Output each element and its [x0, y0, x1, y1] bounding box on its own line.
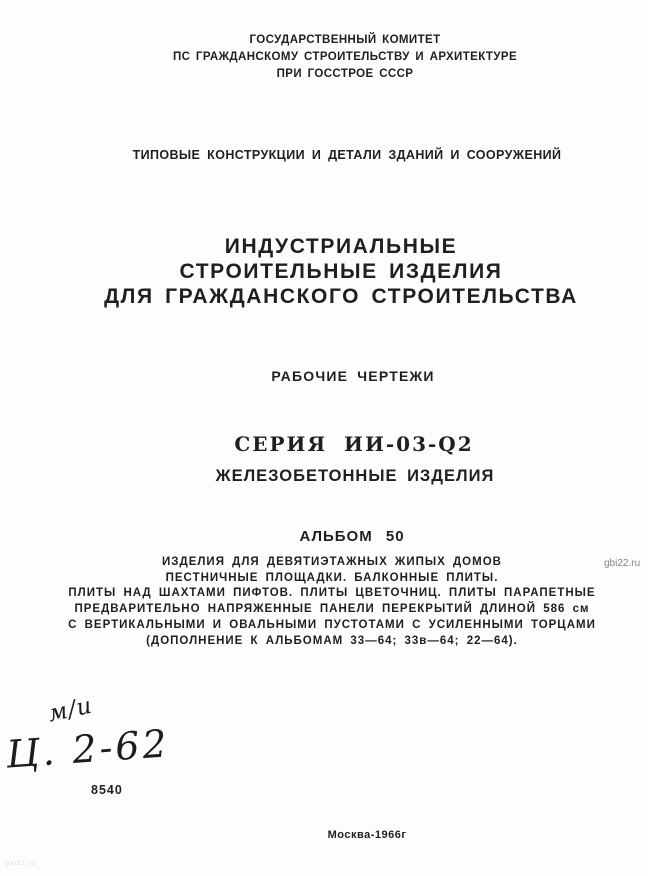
order-number: 8540	[91, 783, 123, 797]
series-subtitle: ЖЕЛЕЗОБЕТОННЫЕ ИЗДЕЛИЯ	[215, 467, 495, 485]
album-description-line: ИЗДЕЛИЯ ДЛЯ ДЕВЯТИЭТАЖНЫХ ЖИПЫХ ДОМОВ	[162, 556, 502, 568]
document-title	[17, 234, 648, 309]
subject-line: ТИПОВЫЕ КОНСТРУКЦИИ И ДЕТАЛИ ЗДАНИЙ И СООРУЖЕНИЙ	[132, 148, 562, 162]
doc-type-label: РАБОЧИЕ ЧЕРТЕЖИ	[271, 368, 435, 384]
site-watermark: gbi22.ru	[604, 558, 641, 569]
album-description-line: (ДОПОЛНЕНИЕ К АЛЬБОМАМ 33—64; 33в—64; 22—64).	[146, 634, 518, 647]
album-heading: АЛЬБОМ 50	[299, 528, 405, 545]
title-line-2: СТРОИТЕЛЬНЫЕ ИЗДЕЛИЯ	[179, 260, 503, 283]
committee-header	[21, 32, 648, 83]
imprint-city-year: Москва-1966г	[327, 829, 407, 841]
handwritten-price-mark: Ц. 2-62	[4, 721, 172, 777]
corner-watermark: gbi22.ru	[6, 861, 36, 867]
title-line-3: ДЛЯ ГРАЖДАНСКОГО СТРОИТЕЛЬСТВА	[104, 285, 578, 308]
album-description-line: ПРЕДВАРИТЕЛЬНО НАПРЯЖЕННЫЕ ПАНЕЛИ ПЕРЕКРЫТИЙ ДЛИНОЙ 586 см	[74, 603, 590, 616]
committee-line-3: ПРИ ГОССТРОЕ СССР	[276, 68, 414, 80]
album-description-line: С ВЕРТИКАЛЬНЫМИ И ОВАЛЬНЫМИ ПУСТОТАМИ С УСИЛЕННЫМИ ТОРЦАМИ	[68, 618, 596, 631]
committee-line-2: ПС ГРАЖДАНСКОМУ СТРОИТЕЛЬСТВУ И АРХИТЕКТУРЕ	[172, 51, 518, 63]
album-description	[8, 555, 648, 649]
series-title: СЕРИЯ ИИ-03-Q2	[234, 432, 474, 456]
handwritten-note-top: м/и	[45, 692, 95, 728]
album-description-line: ПЛИТЫ НАД ШАХТАМИ ПИФТОВ. ПЛИТЫ ЦВЕТОЧНИЦ. ПЛИТЫ ПАРАПЕТНЫЕ	[68, 587, 596, 600]
title-line-1: ИНДУСТРИАЛЬНЫЕ	[224, 235, 458, 258]
committee-line-1: ГОСУДАРСТВЕННЫЙ КОМИТЕТ	[249, 34, 441, 46]
album-description-line: ПЕСТНИЧНЫЕ ПЛОЩАДКИ. БАЛКОННЫЕ ПЛИТЫ.	[165, 571, 499, 584]
